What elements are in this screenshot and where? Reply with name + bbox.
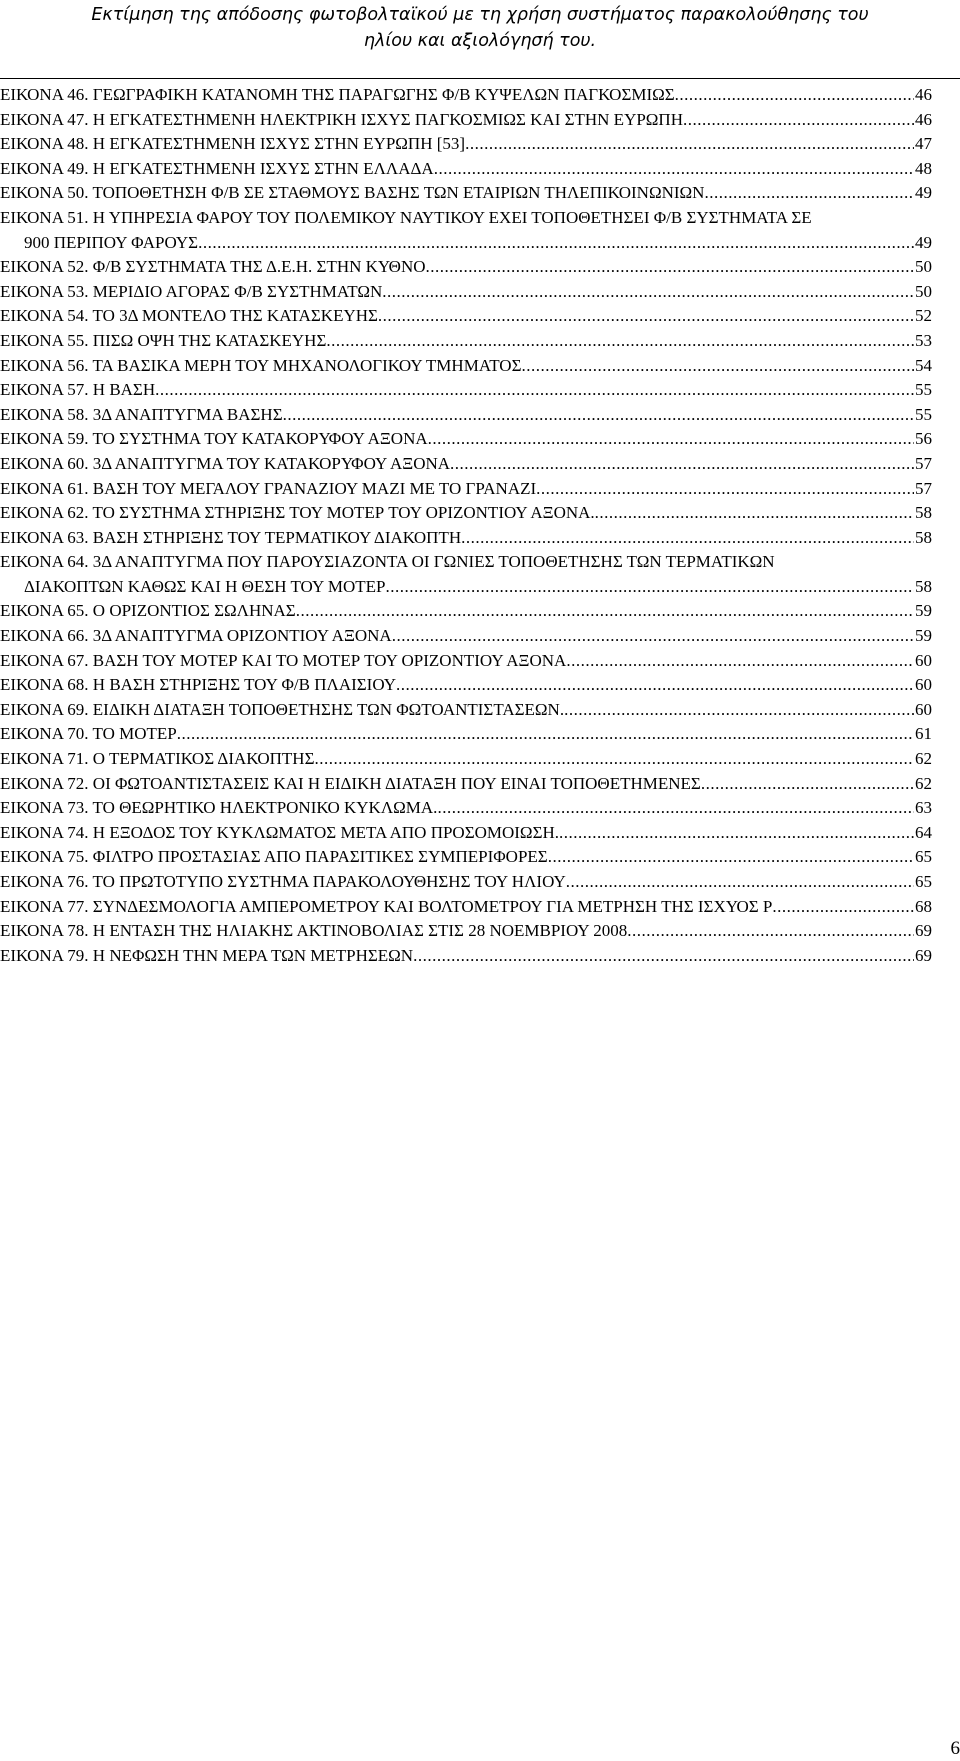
toc-entry[interactable] [0, 599, 932, 624]
dot-leader [283, 403, 914, 428]
toc-entry-text: ΕΙΚΟΝΑ 61. ΒΑΣΗ ΤΟΥ ΜΕΓΑΛΟΥ ΓΡΑΝΑΖΙΟΥ ΜΑΖΙ ΜΕ ΤΟ ΓΡΑΝΑΖΙ [0, 478, 537, 498]
toc-entry-text: ΕΙΚΟΝΑ 60. 3Δ ΑΝΑΠΤΥΓΜΑ ΤΟΥ ΚΑΤΑΚΟΡΥΦΟΥ ΑΞΟΝΑ [0, 453, 451, 473]
toc-entry-text: ΕΙΚΟΝΑ 65. Ο ΟΡΙΖΟΝΤΙΟΣ ΣΩΛΗΝΑΣ [0, 601, 296, 621]
toc-entry[interactable] [0, 772, 932, 797]
header-title-line-1: Εκτίμηση της απόδοσης φωτοβολταϊκού με τη χρήση συστήματος παρακολούθησης του [91, 5, 869, 25]
toc-entry-text: ΕΙΚΟΝΑ 67. ΒΑΣΗ ΤΟΥ ΜΟΤΕΡ ΚΑΙ ΤΟ ΜΟΤΕΡ ΤΟΥ ΟΡΙΖΟΝΤΙΟΥ ΑΞΟΝΑ [0, 650, 567, 670]
toc-entry-text: ΕΙΚΟΝΑ 48. Η ΕΓΚΑΤΕΣΤΗΜΕΝΗ ΙΣΧΥΣ ΣΤΗΝ ΕΥΡΩΠΗ [53] [0, 134, 466, 154]
toc-entry[interactable] [0, 919, 932, 944]
toc-entry-text: ΕΙΚΟΝΑ 53. ΜΕΡΙΔΙΟ ΑΓΟΡΑΣ Φ/Β ΣΥΣΤΗΜΑΤΩΝ [0, 281, 383, 301]
toc-entry-text: ΕΙΚΟΝΑ 66. 3Δ ΑΝΑΠΤΥΓΜΑ ΟΡΙΖΟΝΤΙΟΥ ΑΞΟΝΑ [0, 626, 392, 646]
toc-page-number: 48 [915, 158, 932, 178]
toc-entry[interactable] [0, 673, 932, 698]
toc-entry[interactable] [0, 821, 932, 846]
toc-entry[interactable] [0, 280, 932, 305]
toc-entry-text: ΕΙΚΟΝΑ 57. Η ΒΑΣΗ [0, 380, 156, 400]
toc-page-number: 55 [915, 404, 932, 424]
toc-entry[interactable] [0, 108, 932, 133]
toc-entry[interactable] [0, 477, 932, 502]
dot-leader [437, 796, 914, 821]
toc-page-number: 58 [915, 503, 932, 523]
toc-entry-text: ΕΙΚΟΝΑ 72. ΟΙ ΦΩΤΟΑΝΤΙΣΤΑΣΕΙΣ ΚΑΙ Η ΕΙΔΙΚΗ ΔΙΑΤΑΞΗ ΠΟΥ ΕΙΝΑΙ ΤΟΠΟΘΕΤΗΜΕΝΕΣ [0, 773, 701, 793]
toc-entry[interactable] [0, 649, 932, 674]
toc-entry[interactable] [0, 624, 932, 649]
toc-entry-text: ΕΙΚΟΝΑ 49. Η ΕΓΚΑΤΕΣΤΗΜΕΝΗ ΙΣΧΥΣ ΣΤΗΝ ΕΛΛΑΔΑ [0, 158, 434, 178]
toc-page-number: 50 [915, 281, 932, 301]
dot-leader [595, 501, 914, 526]
toc-entry-text: ΕΙΚΟΝΑ 76. ΤΟ ΠΡΩΤΟΤΥΠΟ ΣΥΣΤΗΜΑ ΠΑΡΑΚΟΛΟΥΘΗΣΗΣ ΤΟΥ ΗΛΙΟΥ [0, 872, 566, 891]
dot-leader [155, 378, 914, 403]
toc-page-number: 57 [915, 453, 932, 473]
toc-entry-text: ΕΙΚΟΝΑ 73. ΤΟ ΘΕΩΡΗΤΙΚΟ ΗΛΕΚΤΡΟΝΙΚΟ ΚΥΚΛΩΜΑ. [0, 798, 438, 818]
toc-entry[interactable] [0, 747, 932, 772]
toc-entry-text: ΕΙΚΟΝΑ 59. ΤΟ ΣΥΣΤΗΜΑ ΤΟΥ ΚΑΤΑΚΟΡΥΦΟΥ ΑΞΟΝΑ [0, 429, 428, 449]
dot-leader [413, 944, 914, 969]
toc-page-number: 49 [915, 183, 932, 203]
header-divider [0, 78, 960, 79]
toc-entry-continuation: 900 ΠΕΡΙΠΟΥ ΦΑΡΟΥΣ [24, 232, 199, 252]
toc-entry[interactable] [0, 895, 932, 920]
toc-entry[interactable] [0, 181, 932, 206]
toc-page-number: 68 [915, 896, 932, 916]
toc-entry[interactable] [0, 132, 932, 157]
toc-entry-text[interactable]: ΕΙΚΟΝΑ 64. 3Δ ΑΝΑΠΤΥΓΜΑ ΠΟΥ ΠΑΡΟΥΣΙΑΖΟΝΤΑ ΟΙ ΓΩΝΙΕΣ ΤΟΠΟΘΕΤΗΣΗΣ ΤΩΝ ΤΕΡΜΑΤΙΚΩΝ [0, 552, 775, 572]
toc-entry-text: ΕΙΚΟΝΑ 69. ΕΙΔΙΚΗ ΔΙΑΤΑΞΗ ΤΟΠΟΘΕΤΗΣΗΣ ΤΩΝ ΦΩΤΟΑΝΤΙΣΤΑΣΕΩΝ. [0, 699, 565, 719]
running-header [0, 0, 960, 80]
toc-page-number: 52 [915, 306, 932, 326]
toc-entry[interactable] [0, 403, 932, 428]
toc-page-number: 55 [915, 380, 932, 400]
toc-entry-text[interactable]: ΕΙΚΟΝΑ 51. Η ΥΠΗΡΕΣΙΑ ΦΑΡΟΥ ΤΟΥ ΠΟΛΕΜΙΚΟΥ ΝΑΥΤΙΚΟΥ ΕΧΕΙ ΤΟΠΟΘΕΤΗΣΕΙ Φ/Β ΣΥΣΤΗΜΑΤΑ ΣΕ [0, 207, 812, 227]
toc-entry[interactable] [0, 796, 932, 821]
dot-leader [428, 427, 914, 452]
dot-leader [382, 280, 914, 305]
toc-entry-text: ΕΙΚΟΝΑ 52. Φ/Β ΣΥΣΤΗΜΑΤΑ ΤΗΣ Δ.Ε.Η. ΣΤΗΝ ΚΥΘΝΟ [0, 257, 426, 277]
toc-entry-text: ΕΙΚΟΝΑ 62. ΤΟ ΣΥΣΤΗΜΑ ΣΤΗΡΙΞΗΣ ΤΟΥ ΜΟΤΕΡ ΤΟΥ ΟΡΙΖΟΝΤΙΟΥ ΑΞΟΝΑ. [0, 503, 595, 523]
toc-entry-text: ΕΙΚΟΝΑ 63. ΒΑΣΗ ΣΤΗΡΙΞΗΣ ΤΟΥ ΤΕΡΜΑΤΙΚΟΥ ΔΙΑΚΟΠΤΗ [0, 527, 462, 547]
toc-page-number: 63 [915, 798, 932, 818]
toc-page-number: 60 [915, 675, 932, 695]
toc-page-number: 58 [915, 527, 932, 547]
toc-entry[interactable] [0, 845, 932, 870]
toc-entry-text: ΕΙΚΟΝΑ 68. Η ΒΑΣΗ ΣΤΗΡΙΞΗΣ ΤΟΥ Φ/Β ΠΛΑΙΣΙΟΥ [0, 675, 397, 695]
toc-page-number: 62 [915, 773, 932, 793]
toc-entry[interactable] [0, 304, 932, 329]
toc-page-number: 46 [915, 109, 932, 129]
toc-page-number: 53 [915, 330, 932, 350]
dot-leader [396, 673, 914, 698]
dot-leader [177, 722, 914, 747]
list-of-figures [0, 83, 932, 968]
toc-entry[interactable] [0, 427, 932, 452]
toc-page-number: 50 [915, 257, 932, 277]
toc-entry-text: ΕΙΚΟΝΑ 79. Η ΝΕΦΩΣΗ ΤΗΝ ΜΕΡΑ ΤΩΝ ΜΕΤΡΗΣΕΩΝ [0, 945, 414, 965]
dot-leader [392, 624, 914, 649]
toc-page-number: 65 [915, 872, 932, 891]
dot-leader [704, 181, 914, 206]
toc-page-number: 49 [915, 232, 932, 252]
dot-leader [772, 895, 914, 920]
header-title-line-2: ηλίου και αξιολόγησή του. [363, 31, 597, 51]
toc-page-number: 64 [915, 822, 932, 842]
toc-entry-text: ΕΙΚΟΝΑ 74. Η ΕΞΟΔΟΣ ΤΟΥ ΚΥΚΛΩΜΑΤΟΣ ΜΕΤΑ ΑΠΟ ΠΡΟΣΟΜΟΙΩΣΗ. [0, 822, 559, 842]
toc-entry-text: ΕΙΚΟΝΑ 75. ΦΙΛΤΡΟ ΠΡΟΣΤΑΣΙΑΣ ΑΠΟ ΠΑΡΑΣΙΤΙΚΕΣ ΣΥΜΠΕΡΙΦΟΡΕΣ [0, 847, 548, 867]
toc-entry-text: ΕΙΚΟΝΑ 71. Ο ΤΕΡΜΑΤΙΚΟΣ ΔΙΑΚΟΠΤΗΣ [0, 749, 315, 769]
dot-leader [564, 698, 914, 723]
toc-entry[interactable] [0, 231, 932, 256]
toc-page-number: 69 [915, 945, 932, 965]
dot-leader [627, 919, 914, 944]
dot-leader [326, 329, 914, 354]
dot-leader [385, 575, 914, 600]
dot-leader [465, 132, 914, 157]
dot-leader [434, 157, 914, 182]
dot-leader [296, 599, 914, 624]
toc-entry[interactable] [0, 354, 932, 379]
toc-entry[interactable] [0, 944, 932, 969]
dot-leader [683, 108, 914, 133]
toc-page-number: 56 [915, 429, 932, 449]
toc-entry-text: ΕΙΚΟΝΑ 58. 3Δ ΑΝΑΠΤΥΓΜΑ ΒΑΣΗΣ [0, 404, 283, 424]
toc-entry[interactable] [0, 378, 932, 403]
toc-entry[interactable] [0, 722, 932, 747]
toc-entry[interactable] [0, 83, 932, 108]
toc-page-number: 57 [915, 478, 932, 498]
dot-leader [314, 747, 914, 772]
toc-page-number: 59 [915, 601, 932, 621]
toc-page-number: 65 [915, 847, 932, 867]
toc-entry-text: ΕΙΚΟΝΑ 47. Η ΕΓΚΑΤΕΣΤΗΜΕΝΗ ΗΛΕΚΤΡΙΚΗ ΙΣΧΥΣ ΠΑΓΚΟΣΜΙΩΣ ΚΑΙ ΣΤΗΝ ΕΥΡΩΠΗ [0, 109, 683, 129]
dot-leader [559, 821, 914, 846]
toc-entry[interactable] [0, 870, 932, 895]
toc-entry[interactable] [0, 526, 932, 551]
toc-entry-text: ΕΙΚΟΝΑ 56. ΤΑ ΒΑΣΙΚΑ ΜΕΡΗ ΤΟΥ ΜΗΧΑΝΟΛΟΓΙΚΟΥ ΤΜΗΜΑΤΟΣ [0, 355, 522, 375]
toc-page-number: 60 [915, 699, 932, 719]
toc-entry[interactable] [0, 575, 932, 600]
toc-entry[interactable] [0, 157, 932, 182]
dot-leader [450, 452, 914, 477]
dot-leader [566, 870, 914, 895]
dot-leader [548, 845, 914, 870]
toc-entry-text: ΕΙΚΟΝΑ 77. ΣΥΝΔΕΣΜΟΛΟΓΙΑ ΑΜΠΕΡΟΜΕΤΡΟΥ ΚΑΙ ΒΟΛΤΟΜΕΤΡΟΥ ΓΙΑ ΜΕΤΡΗΣΗ ΤΗΣ ΙΣΧΥΟΣ P [0, 896, 773, 916]
page-number: 6 [950, 1738, 960, 1759]
toc-entry[interactable] [0, 698, 932, 723]
toc-page-number: 60 [915, 650, 932, 670]
dot-leader [566, 649, 914, 674]
toc-entry-text: ΕΙΚΟΝΑ 54. ΤΟ 3Δ ΜΟΝΤΕΛΟ ΤΗΣ ΚΑΤΑΣΚΕΥΗΣ [0, 306, 378, 326]
toc-entry-text: ΕΙΚΟΝΑ 50. ΤΟΠΟΘΕΤΗΣΗ Φ/Β ΣΕ ΣΤΑΘΜΟΥΣ ΒΑΣΗΣ ΤΩΝ ΕΤΑΙΡΙΩΝ ΤΗΛΕΠΙΚΟΙΝΩΝΙΩΝ [0, 183, 705, 203]
toc-entry-text: ΕΙΚΟΝΑ 78. Η ΕΝΤΑΣΗ ΤΗΣ ΗΛΙΑΚΗΣ ΑΚΤΙΝΟΒΟΛΙΑΣ ΣΤΙΣ 28 ΝΟΕΜΒΡΙΟΥ 2008 [0, 921, 628, 941]
toc-page-number: 58 [915, 576, 932, 596]
toc-page-number: 62 [915, 749, 932, 769]
toc-entry-text: ΕΙΚΟΝΑ 70. ΤΟ ΜΟΤΕΡ [0, 724, 177, 744]
dot-leader [675, 83, 914, 108]
dot-leader [461, 526, 914, 551]
dot-leader [378, 304, 914, 329]
toc-page-number: 59 [915, 626, 932, 646]
toc-page-number: 61 [915, 724, 932, 744]
toc-page-number: 69 [915, 921, 932, 941]
toc-entry-text: ΕΙΚΟΝΑ 46. ΓΕΩΓΡΑΦΙΚΗ ΚΑΤΑΝΟΜΗ ΤΗΣ ΠΑΡΑΓΩΓΗΣ Φ/Β ΚΥΨΕΛΩΝ ΠΑΓΚΟΣΜΙΩΣ [0, 85, 675, 104]
dot-leader [701, 772, 914, 797]
toc-page-number: 47 [915, 134, 932, 154]
dot-leader [198, 231, 914, 256]
toc-entry-text: ΕΙΚΟΝΑ 55. ΠΙΣΩ ΟΨΗ ΤΗΣ ΚΑΤΑΣΚΕΥΗΣ [0, 330, 327, 350]
dot-leader [426, 255, 914, 280]
toc-entry[interactable] [0, 452, 932, 477]
dot-leader [521, 354, 914, 379]
toc-page-number: 46 [915, 85, 932, 104]
toc-entry[interactable] [0, 255, 932, 280]
dot-leader [536, 477, 914, 502]
toc-page-number: 54 [915, 355, 932, 375]
toc-entry-continuation: ΔΙΑΚΟΠΤΩΝ ΚΑΘΩΣ ΚΑΙ Η ΘΕΣΗ ΤΟΥ ΜΟΤΕΡ [24, 576, 386, 596]
toc-entry[interactable] [0, 501, 932, 526]
toc-entry[interactable] [0, 329, 932, 354]
